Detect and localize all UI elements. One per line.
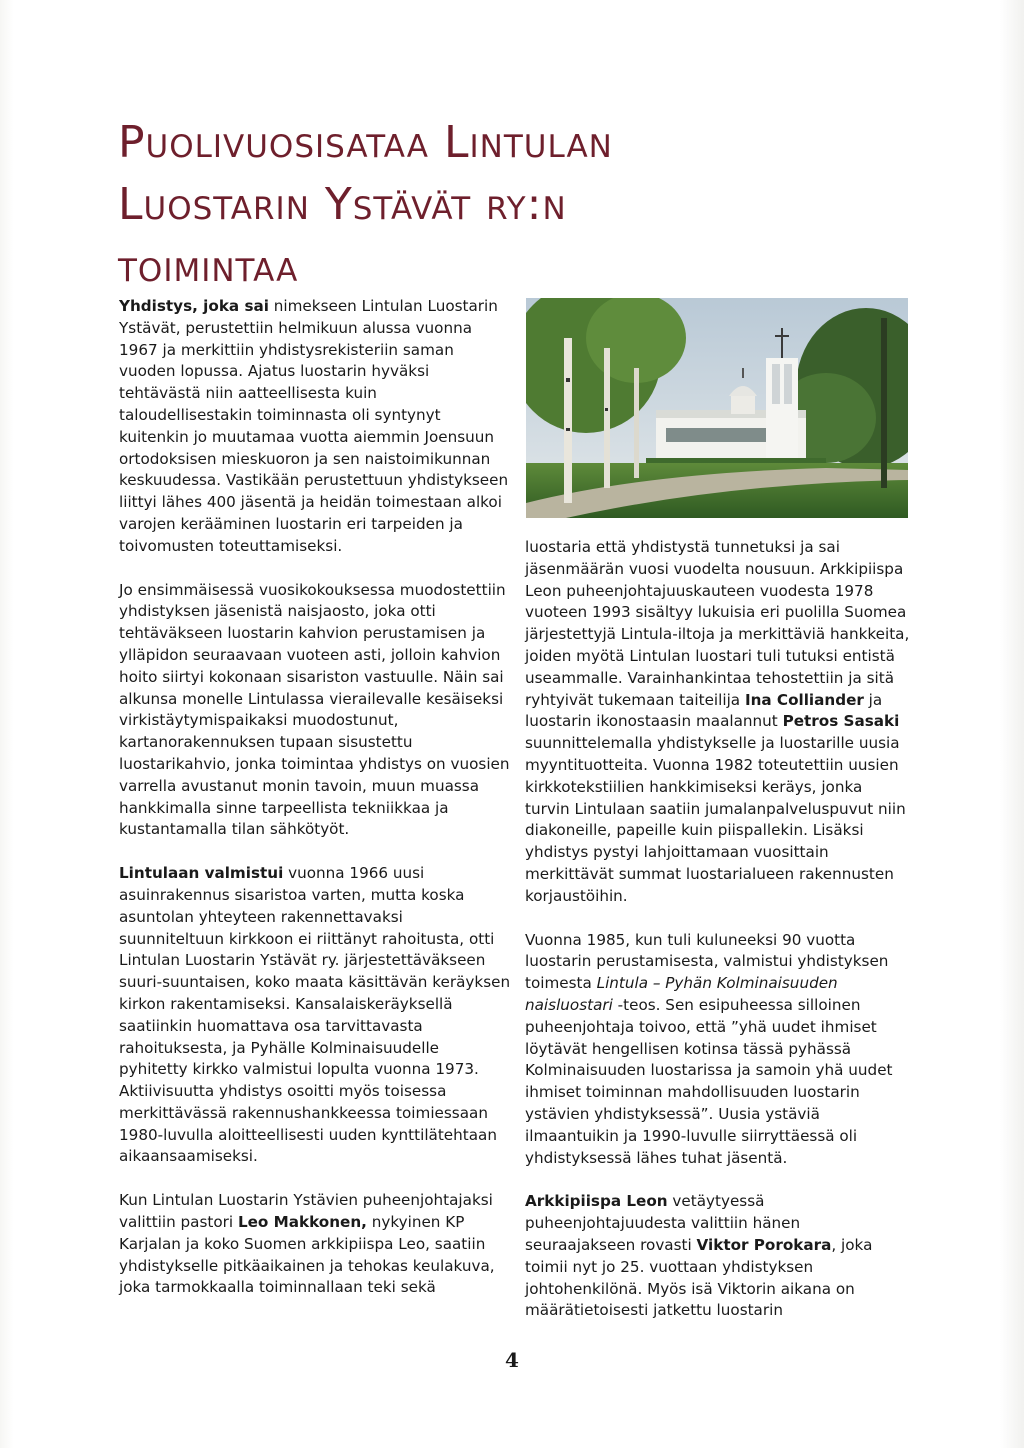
paragraph <box>525 537 910 908</box>
church-photo-illustration <box>526 298 908 518</box>
paragraph-text: , joka toimii nyt jo 25. vuottaan yhdistyksen johtohenkilönä. Myös isä Viktorin aikana on määrätietoisesti jatkettu luostarin <box>525 1235 873 1320</box>
page-title <box>118 112 918 298</box>
left-column <box>119 296 511 1321</box>
person-name: Ina Colliander <box>744 690 864 709</box>
paragraph-text: vetäytyessä puheenjohtajuudesta valittiin hänen seuraajakseen rovasti <box>525 1192 801 1254</box>
paragraph-text: vuonna 1966 uusi asuinrakennus sisaristoa varten, mutta koska asuntolan yhteyteen rakennettavaksi suunniteltuun kirkkoon ei riittänyt rahoitusta, otti Lintulan Luostarin Ystävät ry. järjestettäväkseen suuri-suuntaisen, koko maata käsittävän keräyksen kirkon rakentamiseksi. Kansalaiskeräyksellä saatiinkin huomattava osa tarvittavasta rahoituksesta, ja Pyhälle Kolminaisuudelle pyhitetty kirkko valmistui lopulta vuonna 1973. Aktiivisuutta yhdistys osoitti myös toisessa merkittävässä rakennushankkeessa toimiessaan 1980-luvulla aloitteellisesti uuden kynttilätehtaan aikaansaamiseksi. <box>119 864 511 1166</box>
right-column <box>525 537 910 1344</box>
paragraph <box>119 863 511 1168</box>
title-line-1: Puolivuosisataa Lintulan <box>118 117 613 168</box>
paragraph <box>525 930 910 1170</box>
person-name: Petros Sasaki <box>782 712 900 731</box>
title-line-3: toimintaa <box>118 241 299 292</box>
title-line-2: Luostarin Ystävät ry:n <box>118 179 567 230</box>
paragraph-text: luostaria että yhdistystä tunnetuksi ja sai jäsenmäärän vuosi vuodelta nousuun. Arkkipiispa Leon puheenjohtajuuskauteen vuodesta 1978 vuoteen 1993 sisältyy lukuisia eri puolilla Suomea järjestettyjä Lintula-iltoja ja merkittäviä hankkeita, joiden myötä Lintulan luostari tuli tutuksi entistä useammalle. Varainhankintaa tehostettiin ja sitä ryhtyivät tukemaan taiteilija <box>525 538 910 709</box>
page-number: 4 <box>505 1348 519 1372</box>
paragraph-text: suunnittelemalla yhdistykselle ja luostarille uusia myyntituotteita. Vuonna 1982 toteutettiin uusien kirkkotekstiilien hankkimiseksi keräys, jonka turvin Lintulaan saatiin jumalanpalveluspuvut niin diakoneille, papeille kuin piispallekin. Lisäksi yhdistys pystyi lahjoittamaan vuosittain merkittävät summat luostarialueen rakennusten korjaustöihin. <box>525 734 906 905</box>
paragraph-text: ja luostarin ikonostaasin maalannut <box>525 690 883 731</box>
paragraph-text: -teos. Sen esipuheessa silloinen puheenjohtaja toivoo, että ”yhä uudet ihmiset löytävät hengellisen kotinsa tässä pyhässä Kolminaisuuden luostarissa ja samoin yhä uudet ihmiset toiminnan mahdollisuuden luostarin ystävien yhdistyksessä”. Uusia ystäviä ilmaantuikin ja 1990-luvulle siirryttäessä oli yhdistyksessä lähes tuhat jäsentä. <box>525 995 893 1167</box>
lead-in: Arkkipiispa Leon <box>525 1192 668 1211</box>
paragraph-text: Vuonna 1985, kun tuli kuluneeksi 90 vuotta luostarin perustamisesta, valmistui yhdistyksen toimesta <box>525 930 889 993</box>
paragraph <box>119 296 511 558</box>
church-photo <box>526 298 908 518</box>
paragraph-text: nykyinen KP Karjalan ja koko Suomen arkkipiispa Leo, saatiin yhdistykselle pitkäaikainen ja tehokas keulakuva, joka tarmokkaalla toiminnallaan teki sekä <box>119 1213 495 1297</box>
person-name: Leo Makkonen, <box>237 1213 367 1232</box>
paragraph-text: nimekseen Lintulan Luostarin Ystävät, perustettiin helmikuun alussa vuonna 1967 ja merkittiin yhdistysrekisteriin saman vuoden lopussa. Ajatus luostarin hyväksi tehtävästä niin aatteellisesta kuin taloudellisestakin toiminnasta oli syntynyt kuitenkin jo muutamaa vuotta aiemmin Joensuun ortodoksisen mieskuoron ja sen naistoimikunnan keskuudessa. Vastikään perustettuun yhdistykseen liittyi lähes 400 jäsentä ja heidän toimestaan alkoi varojen kerääminen luostarin eri tarpeiden ja toivomusten toteuttamiseksi. <box>119 297 509 555</box>
paragraph-text: Kun Lintulan Luostarin Ystävien puheenjohtajaksi valittiin pastori <box>119 1191 493 1232</box>
lead-in: Yhdistys, joka sai <box>119 297 269 315</box>
lead-in: Lintulaan valmistui <box>119 864 284 883</box>
person-name: Viktor Porokara <box>696 1235 832 1254</box>
book-title: Lintula – Pyhän Kolminaisuuden naisluostari <box>525 974 838 1014</box>
paragraph <box>119 1190 511 1299</box>
paragraph <box>525 1191 910 1322</box>
paragraph: Jo ensimmäisessä vuosikokouksessa muodostettiin yhdistyksen jäsenistä naisjaosto, joka otti tehtäväkseen luostarin kahvion perustamisen ja ylläpidon seuraavaan vuoteen asti, jolloin kahvion hoito siirtyi kokonaan sisariston vastuulle. Näin sai alkunsa monelle Lintulassa vierailevalle kesäiseksi virkistäytymispaikaksi muodostunut, kartanorakennuksen tupaan sisustettu luostarikahvio, jonka toimintaa yhdistys on vuosien varrella avustanut monin tavoin, muun muassa hankkimalla sinne tarpeellista tekniikkaa ja kustantamalla tilan sähkötyöt. <box>119 580 510 839</box>
